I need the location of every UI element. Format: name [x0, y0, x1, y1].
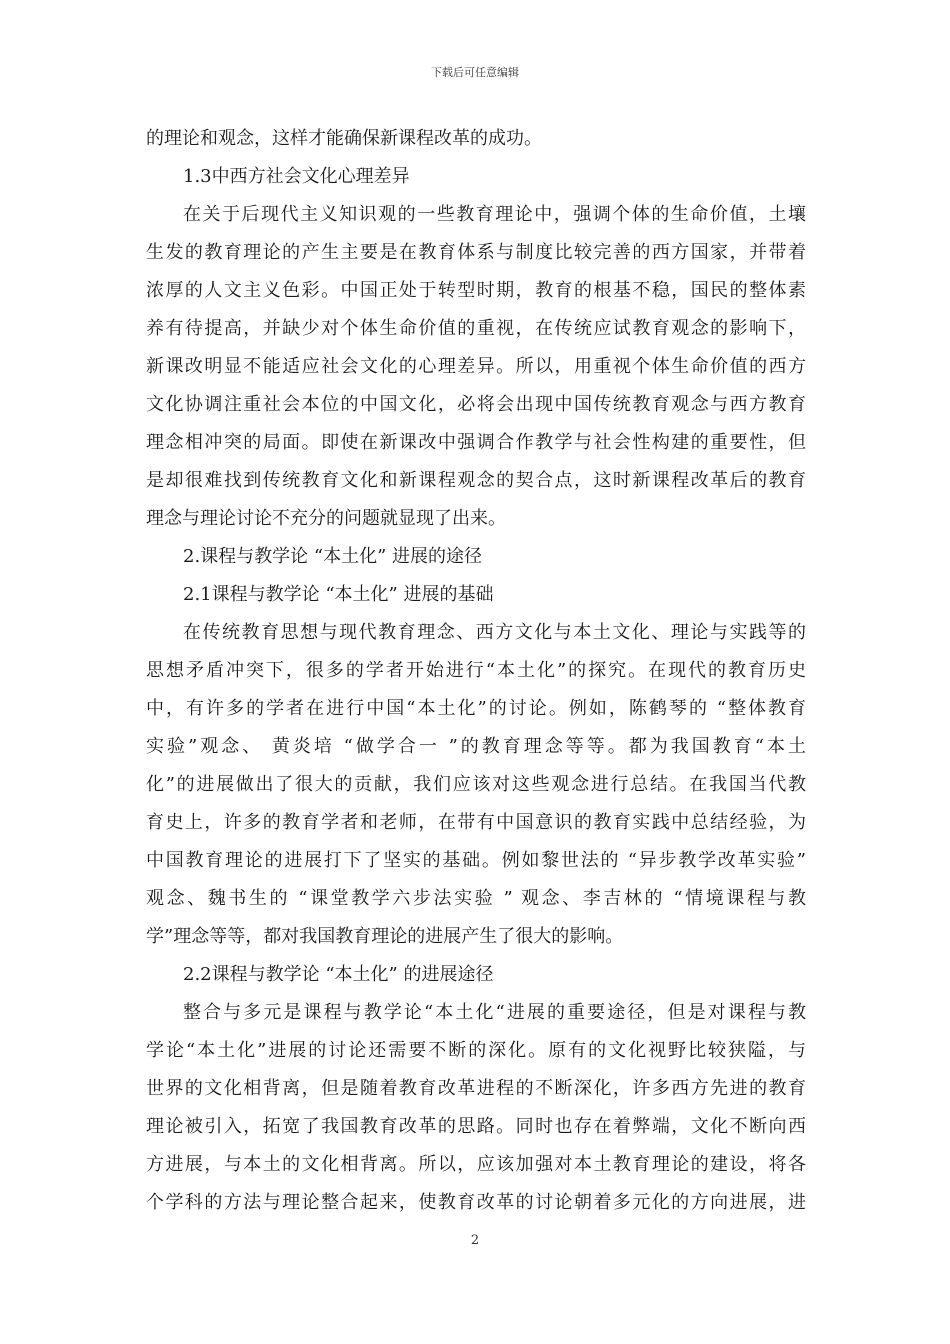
page-header: 下载后可任意编辑	[431, 66, 519, 79]
section-heading: 1.3中西方社会文化心理差异	[183, 166, 410, 187]
section-heading: 2.2课程与教学论 “本土化” 的进展途径	[183, 964, 494, 985]
text-line: 学论“本土化”进展的讨论还需要不断的深化。原有的文化视野比较狭隘，与	[146, 1040, 806, 1061]
text-line: 思想矛盾冲突下，很多的学者开始进行“本土化”的探究。在现代的教育历史	[146, 660, 806, 681]
text-line: 实验”观念、 黄炎培 “做学合一 ”的教育理念等等。都为我国教育“本土	[146, 736, 806, 757]
text-line: 在传统教育思想与现代教育理念、西方文化与本土文化、理论与实践等的	[183, 622, 806, 643]
text-line: 育史上，许多的教育学者和老师，在带有中国意识的教育实践中总结经验，为	[146, 812, 806, 833]
text-line: 方进展，与本土的文化相背离。所以，应该加强对本土教育理论的建设，将各	[146, 1154, 806, 1175]
text-line: 新课改明显不能适应社会文化的心理差异。所以，用重视个体生命价值的西方	[146, 356, 806, 377]
text-line: 生发的教育理论的产生主要是在教育体系与制度比较完善的西方国家，并带着	[146, 242, 806, 263]
section-heading: 2.1课程与教学论 “本土化” 进展的基础	[183, 584, 494, 605]
text-line: 是却很难找到传统教育文化和新课程观念的契合点，这时新课程改革后的教育	[146, 470, 806, 491]
page-number: 2	[470, 1233, 480, 1248]
text-line: 在关于后现代主义知识观的一些教育理论中，强调个体的生命价值，土壤	[183, 204, 806, 225]
text-line: 浓厚的人文主义色彩。中国正处于转型时期，教育的根基不稳，国民的整体素	[146, 280, 806, 301]
text-line: 学”理念等等，都对我国教育理论的进展产生了很大的影响。	[146, 926, 624, 947]
text-line: 个学科的方法与理论整合起来，使教育改革的讨论朝着多元化的方向进展，进	[146, 1192, 806, 1213]
text-line: 化”的进展做出了很大的贡献，我们应该对这些观念进行总结。在我国当代教	[146, 774, 806, 795]
text-line: 理念与理论讨论不充分的问题就显现了出来。	[146, 508, 506, 529]
text-line: 养有待提高，并缺少对个体生命价值的重视，在传统应试教育观念的影响下，	[146, 318, 806, 339]
text-line: 中，有许多的学者在进行中国“本土化”的讨论。例如，陈鹤琴的 “整体教育	[146, 698, 806, 719]
text-line: 理念相冲突的局面。即使在新课改中强调合作教学与社会性构建的重要性，但	[146, 432, 806, 453]
text-line: 文化协调注重社会本位的中国文化，必将会出现中国传统教育观念与西方教育	[146, 394, 806, 415]
section-heading: 2.课程与教学论 “本土化” 进展的途径	[183, 546, 483, 567]
text-line: 中国教育理论的进展打下了坚实的基础。例如黎世法的 “异步教学改革实验”	[146, 850, 806, 871]
document-body	[146, 120, 806, 1222]
text-line: 世界的文化相背离，但是随着教育改革进程的不断深化，许多西方先进的教育	[146, 1078, 806, 1099]
text-line: 整合与多元是课程与教学论“本土化“进展的重要途径，但是对课程与教	[183, 1002, 806, 1023]
text-line: 理论被引入，拓宽了我国教育改革的思路。同时也存在着弊端，文化不断向西	[146, 1116, 806, 1137]
text-line: 观念、魏书生的 “课堂教学六步法实验 ” 观念、李吉林的 “情境课程与教	[146, 888, 806, 909]
text-line: 的理论和观念，这样才能确保新课程改革的成功。	[146, 128, 542, 149]
